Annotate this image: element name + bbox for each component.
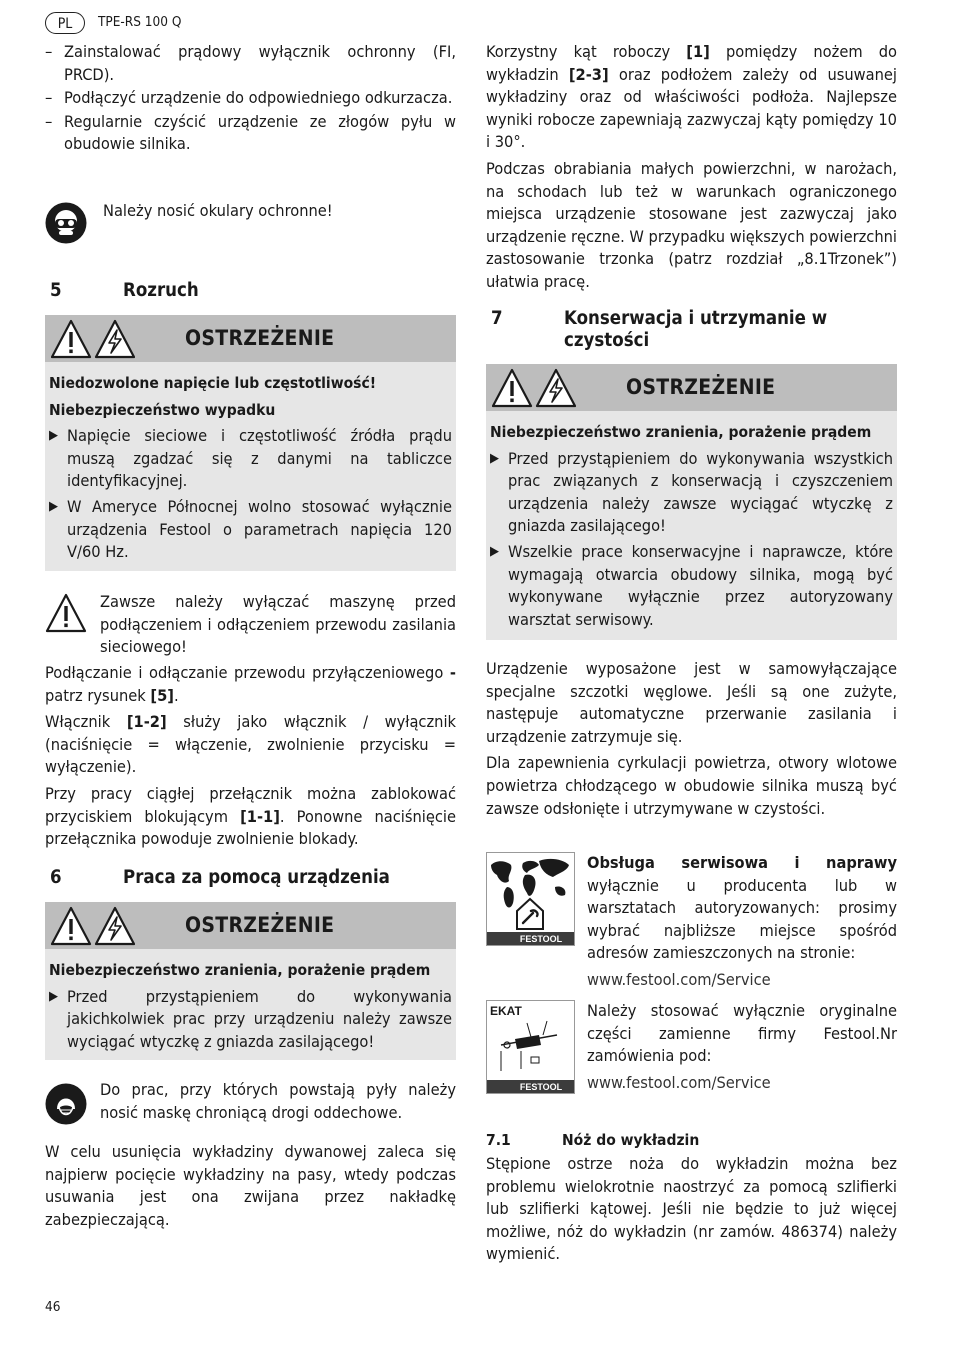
section-heading-6: 6 Praca za pomocą urządzenia	[50, 867, 390, 888]
warning-lead: Niebezpieczeństwo zranienia, porażenie prądem	[49, 961, 431, 979]
warning-title: OSTRZEŻENIE	[185, 326, 335, 350]
section-heading-7-1: 7.1 Nóż do wykładzin	[486, 1131, 700, 1149]
list-item: – Regularnie czyścić urządzenie ze złogów pyłu w obudowie silnika.	[45, 111, 456, 154]
warning-lead: Niebezpieczeństwo wypadku	[49, 400, 276, 419]
language-badge: PL	[45, 12, 85, 34]
warning-hazard-icons	[492, 368, 576, 408]
ekat-text-block	[587, 1000, 897, 1094]
respirator-mask-icon	[45, 1083, 87, 1125]
goggles-note	[45, 200, 456, 246]
list-item: – Podłączyć urządzenie do odpowiedniego odkurzacza.	[45, 88, 453, 108]
paragraph: Podłączanie i odłączanie przewodu przyłączeniowego - patrz rysunek [5].	[45, 663, 456, 705]
paragraph: Urządzenie wyposażone jest w samowyłączające specjalne szczotki węglowe. Jeśli są one zużyte, następuje automatyczne przerwanie zasilania i urządzenie zatrzymuje się.	[486, 659, 897, 746]
festool-logo: FESTOOL	[519, 1082, 563, 1092]
ekat-url[interactable]: www.festool.com/Service	[587, 1072, 771, 1092]
warning-bullet: ▶ Przed przystąpieniem do wykonywania jakichkolwiek prac przy urządzeniu należy zawsze wyciągać wtyczkę z gniazda zasilającego!	[49, 986, 452, 1051]
service-text-block	[587, 852, 897, 992]
paragraph: Włącznik [1-2] służy jako włącznik / wyłącznik (naciśnięcie = włączenie, zwolnienie przycisku = wyłączenie).	[45, 712, 456, 777]
service-text: Obsługa serwisowa i naprawy wyłącznie u producenta lub w warsztatach autoryzowanych: prosimy wybrać najbliższe miejsce spośród adresów zamieszczonych na stronie:	[587, 853, 897, 963]
warning-bullet: ▶ Wszelkie prace konserwacyjne i naprawcze, które wymagają otwarcia obudowy silnika, mogą być wykonywane wyłącznie przez autoryzowany warsztat serwisowy.	[490, 541, 893, 629]
startup-paragraphs	[45, 662, 456, 851]
spare-parts-catalog-icon	[486, 1000, 575, 1094]
model-name: TPE-RS 100 Q	[98, 14, 182, 30]
warning-header	[486, 364, 897, 411]
paragraph: Stępione ostrze noża do wykładzin można bez problemu wielokrotnie naostrzyć za pomocą szlifierki lub szlifierki kątowej. Jeśli nie będzie to już więcej możliwe, nóż do wykładzin (nr zamów. 486374) należy wymienić.	[486, 1154, 897, 1264]
ekat-text: Należy stosować wyłącznie oryginalne części zamienne firmy Festool.Nr zamówienia pod:	[587, 1001, 897, 1066]
ekat-label: EKAT	[490, 1004, 522, 1018]
warning-lead: Niedozwolone napięcie lub częstotliwość!	[49, 374, 377, 392]
paragraph: Podczas obrabiania małych powierzchni, w narożach, na schodach lub też w warunkach ograniczonego miejsca urządzenie stosowane jest zazwyczaj jako urządzenie ręczne. W przypadku większych powierzchni zastosowanie trzonka (patrz rozdział „8.1Trzonek”) ułatwia pracę.	[486, 158, 897, 291]
warning-box-operation	[45, 902, 456, 1060]
warning-header	[45, 315, 456, 362]
festool-logo: FESTOOL	[519, 934, 563, 944]
warning-header	[45, 902, 456, 949]
paragraph: Dla zapewnienia cyrkulacji powietrza, otwory wlotowe powietrza chłodzącego w obudowie silnika muszą być zawsze odsłonięte i utrzymywane w czystości.	[486, 753, 897, 818]
warning-lead: Niebezpieczeństwo zranienia, porażenie prądem	[490, 423, 872, 441]
warning-title: OSTRZEŻENIE	[626, 375, 776, 399]
warning-bullet: ▶ W Ameryce Północnej wolno stosować wyłącznie urządzenia Festool o parametrach napięcia 120 V/60 Hz.	[49, 496, 452, 562]
caution-triangle-icon	[45, 593, 87, 633]
safety-goggles-icon	[45, 202, 87, 244]
warning-box-maintenance	[486, 364, 897, 640]
warning-box-startup	[45, 315, 456, 571]
mask-text: Do prac, przy których powstają pyły należy nosić maskę chroniącą drogi oddechowe.	[100, 1080, 456, 1122]
section-heading-7: 7 Konserwacja i utrzymanie w czystości	[491, 308, 828, 351]
service-block	[486, 852, 897, 992]
warning-bullet: ▶ Przed przystąpieniem do wykonywania wszystkich prac związanych z konserwacją i czyszczeniem urządzenia należy zawsze wyciągać wtyczkę z gniazda zasilającego!	[490, 448, 893, 536]
caution-note	[45, 591, 456, 659]
warning-hazard-icons	[51, 319, 135, 359]
warning-bullet: ▶ Napięcie sieciowe i częstotliwość źródła prądu muszą zgadzać się z danymi na tabliczce identyfikacyjnej.	[49, 426, 452, 491]
intro-paragraphs	[486, 41, 897, 294]
dash-list	[45, 41, 456, 156]
service-url[interactable]: www.festool.com/Service	[587, 969, 771, 989]
page-number: 46	[45, 1299, 61, 1315]
paragraph: W celu usunięcia wykładziny dywanowej zaleca się najpierw pocięcie wykładziny na pasy, wtedy podczas usuwania jest ona zwijana przez nakładkę zabezpieczającą.	[45, 1142, 456, 1229]
goggles-text: Należy nosić okulary ochronne!	[103, 201, 333, 220]
service-world-map-icon	[486, 852, 575, 946]
ekat-block	[486, 1000, 897, 1100]
list-item: – Zainstalować prądowy wyłącznik ochronny (FI, PRCD).	[45, 42, 456, 84]
caution-text: Zawsze należy wyłączać maszynę przed podłączeniem i odłączeniem przewodu zasilania sieciowego!	[100, 592, 456, 657]
paragraph: Korzystny kąt roboczy [1] pomiędzy nożem do wykładzin [2-3] oraz podłożem zależy od usuwanej wykładziny oraz od właściwości podłoża. Najlepsze wyniki robocze zapewniają zazwyczaj kąty pomiędzy 10 i 30°.	[486, 42, 898, 152]
warning-title: OSTRZEŻENIE	[185, 913, 335, 937]
maintenance-paragraphs	[486, 658, 897, 820]
section-heading-5: 5 Rozruch	[50, 280, 199, 301]
warning-hazard-icons	[51, 906, 135, 946]
paragraph: Przy pracy ciągłej przełącznik można zablokować przyciskiem blokującym [1-1]. Ponowne naciśnięcie przełącznika powoduje zwolnienie blokady.	[45, 783, 456, 849]
mask-note	[45, 1079, 456, 1124]
